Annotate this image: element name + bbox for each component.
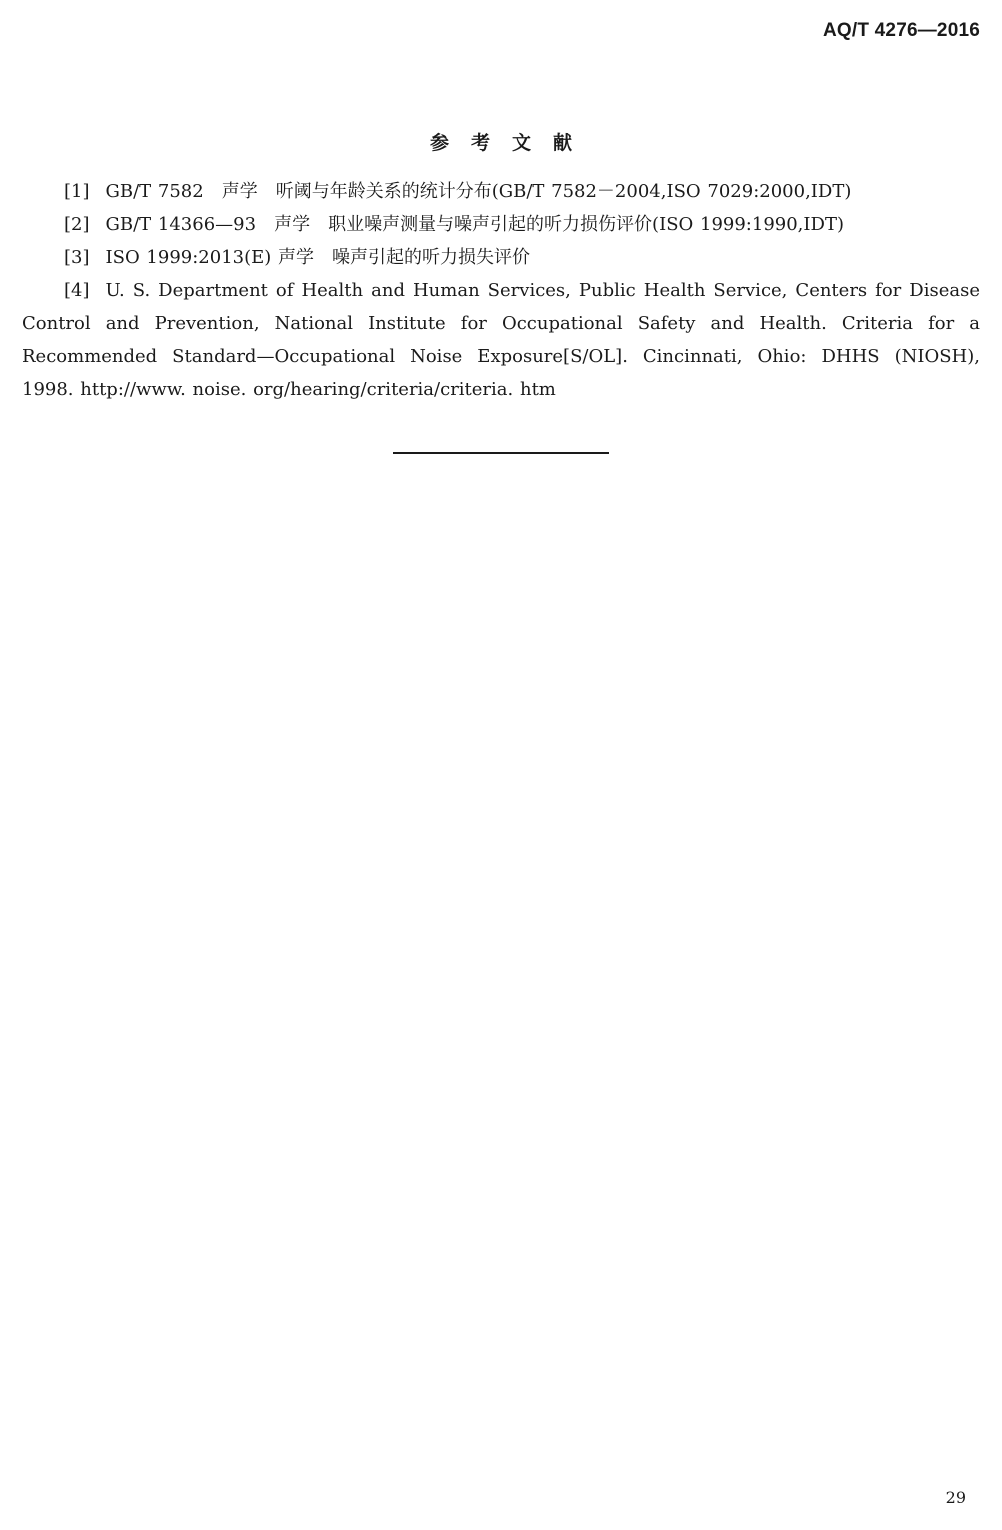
section-title: 参考文献 [429, 132, 594, 154]
standard-code-header: AQ/T 4276—2016 [823, 20, 980, 41]
reference-number: [1] [64, 181, 90, 202]
reference-item-4 [22, 274, 980, 406]
page-number: 29 [945, 1488, 966, 1507]
reference-list [22, 175, 980, 406]
reference-text: GB/T 7582 声学 听阈与年龄关系的统计分布(GB/T 7582－2004,ISO 7029:2000,IDT) [105, 181, 852, 202]
reference-number: [2] [64, 214, 90, 235]
reference-number: [3] [64, 247, 90, 268]
reference-item-1 [22, 175, 980, 208]
reference-text: U. S. Department of Health and Human Services, Public Health Service, Centers for Disease Control and Prevention, National Institute for Occupational Safety and Health. Criteria for a Recommended Standard—Occupational Noise Exposure[S/OL]. Cincinnati, Ohio: DHHS (NIOSH), 1998. http://www. noise. org/hearing/criteria/criteria. htm [22, 280, 980, 400]
reference-number: [4] [64, 280, 90, 301]
reference-item-2 [22, 208, 980, 241]
reference-item-3 [22, 241, 980, 274]
end-rule-divider [393, 452, 609, 454]
reference-text: ISO 1999:2013(E) 声学 噪声引起的听力损失评价 [105, 247, 531, 268]
reference-text: GB/T 14366—93 声学 职业噪声测量与噪声引起的听力损伤评价(ISO 1999:1990,IDT) [105, 214, 844, 235]
